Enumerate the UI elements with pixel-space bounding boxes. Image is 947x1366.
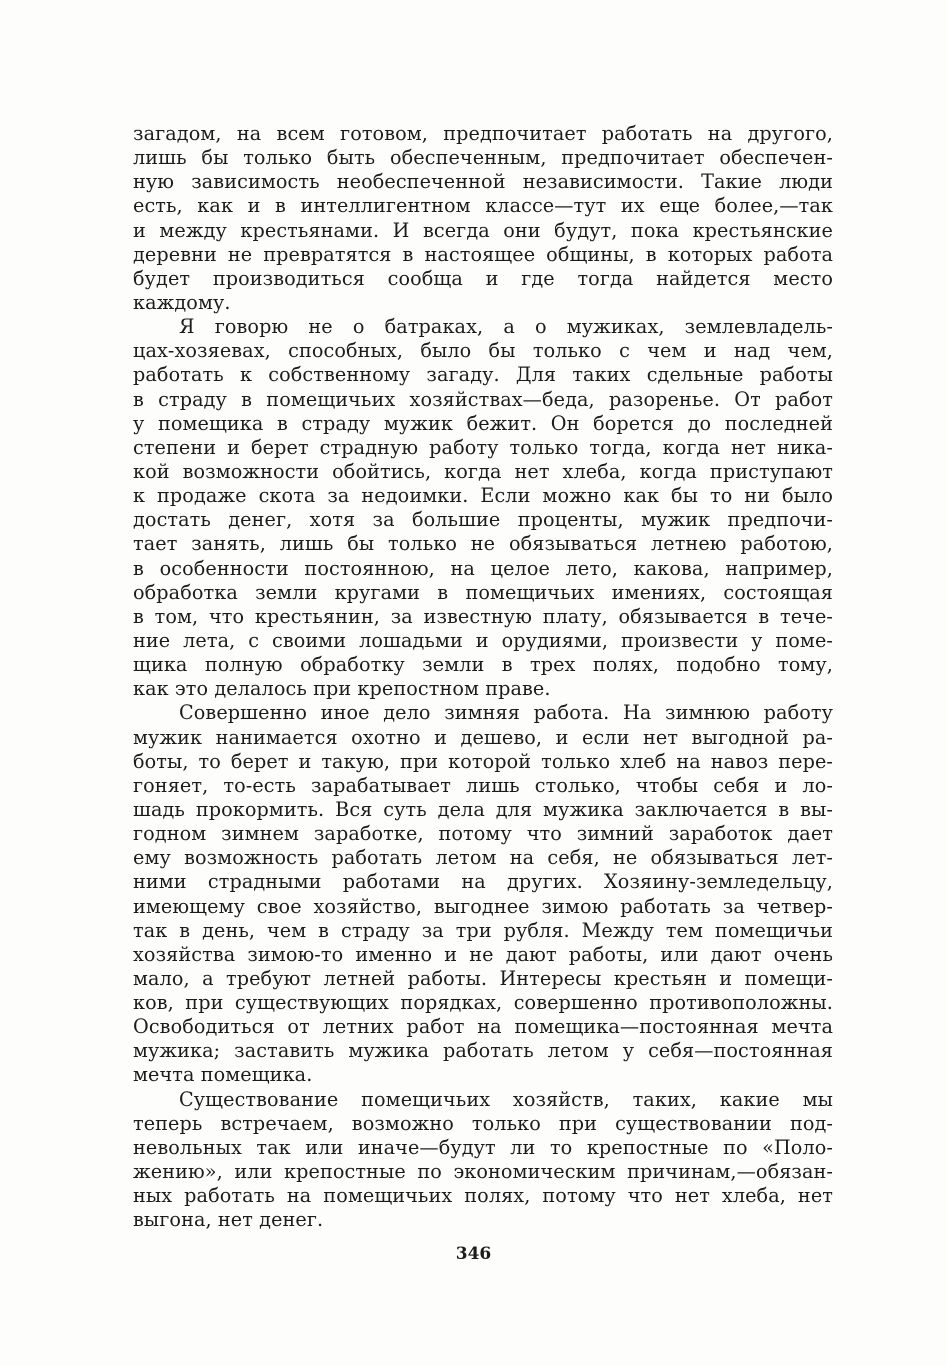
text-line: степени и берет страдную работу только тогда, когда нет ника- <box>133 435 833 459</box>
text-line: щика полную обработку земли в трех полях, подобно тому, <box>133 653 833 677</box>
text-line: хозяйства зимою-то именно и не дают работы, или дают очень <box>133 942 833 966</box>
text-line: ними страдными работами на других. Хозяину-земледельцу, <box>133 870 833 894</box>
text-line: у помещика в страду мужик бежит. Он борется до последней <box>133 411 833 435</box>
text-line: загадом, на всем готовом, предпочитает работать на другого, <box>133 122 833 145</box>
text-line: теперь встречаем, возможно только при существовании под- <box>133 1111 833 1135</box>
text-line: гоняет, то-есть зарабатывает лишь столько, чтобы себя и ло- <box>133 773 833 797</box>
text-line: жению», или крепостные по экономическим причинам,—обязан- <box>133 1160 833 1184</box>
text-line: выгона, нет денег. <box>133 1208 324 1232</box>
text-line: и между крестьянами. И всегда они будут, пока крестьянские <box>133 218 833 242</box>
text-line: так в день, чем в страду за три рубля. Между тем помещичьи <box>133 918 833 942</box>
text-line: мужика; заставить мужика работать летом у себя—постоянная <box>133 1039 833 1063</box>
text-line: в особенности постоянною, на целое лето, какова, например, <box>133 556 833 580</box>
text-line: боты, то берет и такую, при которой только хлеб на навоз пере- <box>133 749 833 773</box>
body-text <box>133 122 833 1232</box>
text-line: кой возможности обойтись, когда нет хлеба, когда приступают <box>133 459 833 483</box>
text-line: достать денег, хотя за большие проценты, мужик предпочи- <box>133 508 833 532</box>
text-line: ную зависимость необеспеченной независимости. Такие люди <box>133 170 833 194</box>
text-line: ных работать на помещичьих полях, потому что нет хлеба, нет <box>133 1184 833 1208</box>
text-line: ние лета, с своими лошадьми и орудиями, произвести у поме- <box>133 628 833 652</box>
text-line: к продаже скота за недоимки. Если можно как бы то ни было <box>133 484 833 508</box>
paragraph-4 <box>133 1088 833 1233</box>
text-line: мужик нанимается охотно и дешево, и если нет выгодной ра- <box>133 725 833 749</box>
text-line: тает занять, лишь бы только не обязываться летнею работою, <box>133 532 833 556</box>
text-line: мало, а требуют летней работы. Интересы крестьян и помещи- <box>133 966 833 990</box>
text-line: цах-хозяевах, способных, было бы только с чем и над чем, <box>133 339 833 363</box>
text-line: имеющему свое хозяйство, выгоднее зимою работать за четвер- <box>133 894 833 918</box>
text-line: есть, как и в интеллигентном классе—тут их еще более,—так <box>133 194 833 218</box>
text-line: лишь бы только быть обеспеченным, предпочитает обеспечен- <box>133 146 833 170</box>
text-line: обработка земли кругами в помещичьих имениях, состоящая <box>133 580 833 604</box>
text-line: невольных так или иначе—будут ли то крепостные по «Поло- <box>133 1135 833 1159</box>
text-line: мечта помещика. <box>133 1063 313 1087</box>
text-line: деревни не превратятся в настоящее общины, в которых работа <box>133 242 833 266</box>
text-line: каждому. <box>133 290 231 314</box>
page-number: 346 <box>455 1244 492 1264</box>
text-line: как это делалось при крепостном праве. <box>133 677 551 701</box>
text-line: годном зимнем заработке, потому что зимний заработок дает <box>133 822 833 846</box>
text-line: Освободиться от летних работ на помещика—постоянная мечта <box>133 1015 833 1039</box>
text-line: работать к собственному загаду. Для таких сдельные работы <box>133 363 833 387</box>
text-line: Я говорю не о батраках, а о мужиках, землевладель- <box>179 315 833 339</box>
text-line: Совершенно иное дело зимняя работа. На зимнюю работу <box>179 701 833 725</box>
text-line: в страду в помещичьих хозяйствах—беда, разоренье. От работ <box>133 387 833 411</box>
text-line: будет производиться сообща и где тогда найдется место <box>133 266 833 290</box>
text-line: в том, что крестьянин, за известную плату, обязывается в тече- <box>133 604 833 628</box>
text-line: Существование помещичьих хозяйств, таких, какие мы <box>179 1087 833 1111</box>
paragraph-3 <box>133 701 833 1087</box>
paragraph-2 <box>133 315 833 701</box>
text-line: шадь прокормить. Вся суть дела для мужика заключается в вы- <box>133 797 833 821</box>
paragraph-1 <box>133 122 833 315</box>
text-line: ков, при существующих порядках, совершенно противоположны. <box>133 991 833 1015</box>
text-line: ему возможность работать летом на себя, не обязываться лет- <box>133 846 833 870</box>
